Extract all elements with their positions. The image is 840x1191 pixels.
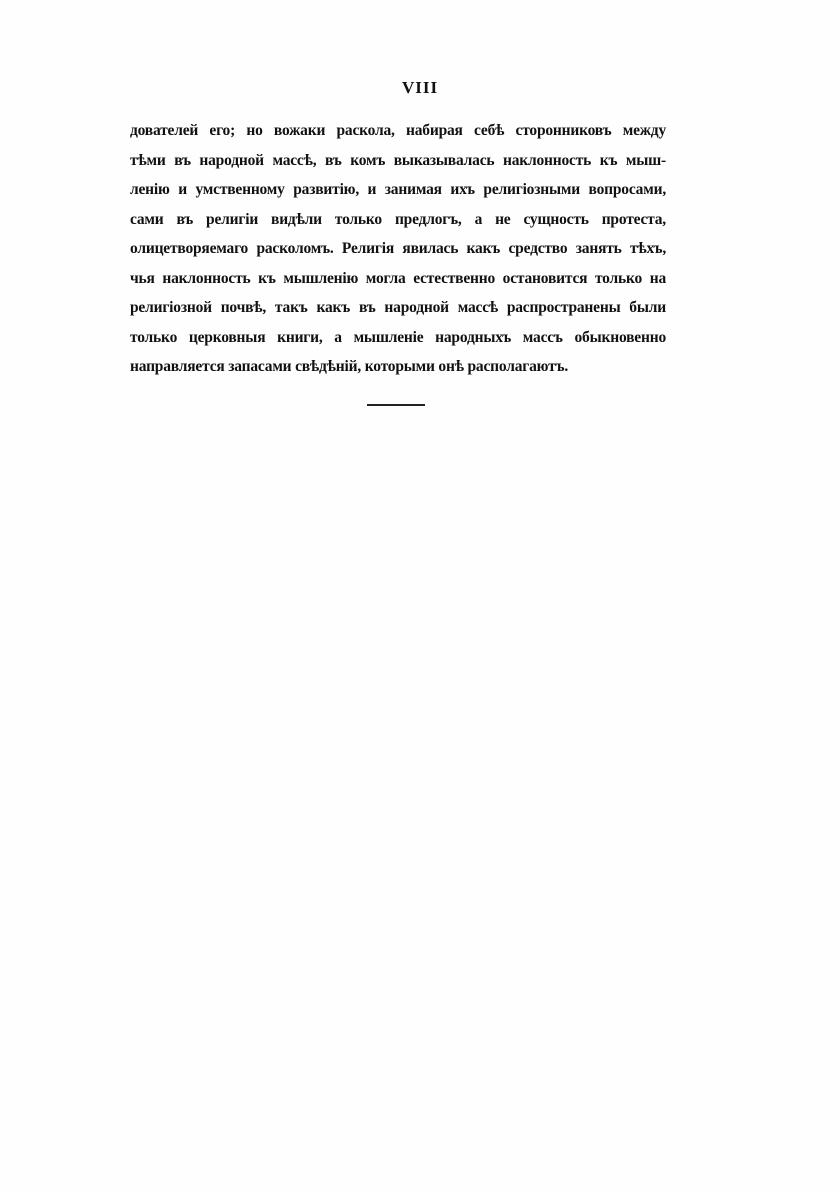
body-paragraph (130, 116, 666, 382)
text-line: только церковныя книги, а мышленіе народныхъ массъ обыкновенно (130, 328, 666, 346)
text-line: направляется запасами свѣдѣній, которыми онѣ располагаютъ. (130, 358, 568, 375)
text-line: религіозной почвѣ, такъ какъ въ народной массѣ распространены были (130, 299, 666, 316)
section-end-rule (367, 404, 425, 406)
text-line: дователей его; но вожаки раскола, набирая себѣ сторонниковъ между (130, 122, 666, 139)
text-line: сами въ религіи видѣли только предлогъ, а не сущность протеста, (130, 210, 666, 228)
text-line: олицетворяемаго расколомъ. Религія явилась какъ средство занять тѣхъ, (130, 240, 666, 257)
text-line: тѣми въ народной массѣ, въ комъ выказывалась наклонность къ мыш- (130, 151, 666, 169)
text-line: ленію и умственному развитію, и занимая ихъ религіозными вопросами, (130, 181, 666, 198)
page-number: VIII (401, 78, 439, 97)
text-line: чья наклонность къ мышленію могла естественно остановится только на (130, 269, 666, 287)
